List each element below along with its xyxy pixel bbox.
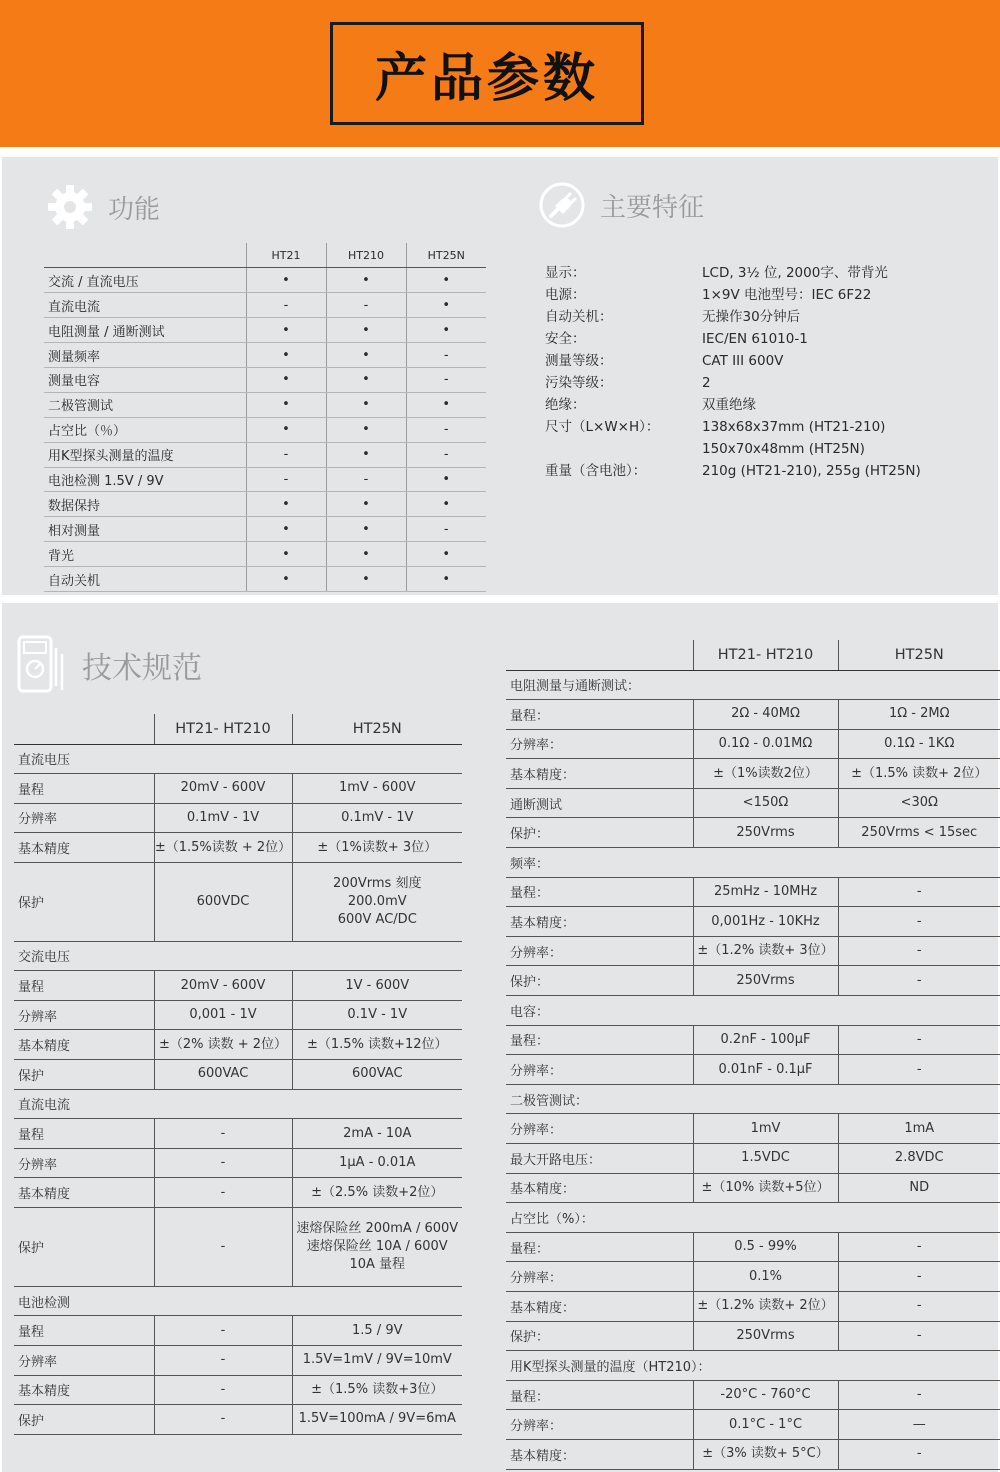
- spec-section-row: [506, 848, 1000, 878]
- support-mark: •: [406, 318, 486, 343]
- spec-label: 量程：: [506, 1232, 693, 1262]
- support-mark: •: [246, 392, 326, 417]
- spec-section-title: 用K型探头测量的温度（HT210）：: [506, 1351, 1000, 1381]
- spec-label: 量程: [14, 971, 154, 1001]
- spec-label: 保护: [14, 862, 154, 941]
- support-mark: -: [406, 343, 486, 368]
- support-mark: •: [326, 268, 406, 293]
- header-banner: [0, 0, 1000, 147]
- function-name: 数据保持: [44, 492, 246, 517]
- spec-label: 基本精度: [14, 1375, 154, 1405]
- spec-value-ht21-ht210: 0.1°C - 1°C: [693, 1410, 838, 1440]
- support-mark: -: [326, 293, 406, 318]
- spec-section-title: 交流电压: [14, 941, 462, 971]
- spec-row: [506, 788, 1000, 818]
- feature-key: 安全：: [545, 331, 586, 347]
- spec-row: [14, 1148, 462, 1178]
- function-name: 测量电容: [44, 367, 246, 392]
- feature-key: 重量（含电池）：: [545, 463, 647, 479]
- spec-label: 通断测试: [506, 788, 693, 818]
- spec-row: [506, 1380, 1000, 1410]
- spec-value-ht25n: ±（2.5% 读数+2位）: [292, 1178, 462, 1208]
- spec-value-ht25n: ND: [838, 1173, 1000, 1203]
- support-mark: -: [406, 367, 486, 392]
- support-mark: •: [246, 542, 326, 567]
- spec-value-ht21-ht210: ±（10% 读数+5位）: [693, 1173, 838, 1203]
- spec-section-title: 直流电压: [14, 744, 462, 774]
- feature-row: [545, 262, 965, 284]
- spec-row: [506, 877, 1000, 907]
- function-row: [44, 392, 486, 417]
- features-heading: [538, 181, 704, 229]
- spec-section-title: 占空比（%）：: [506, 1203, 1000, 1233]
- spec-label: 量程：: [506, 1025, 693, 1055]
- spec-row: [506, 1144, 1000, 1174]
- spec-label: 保护: [14, 1060, 154, 1090]
- spec-value-ht25n: -: [838, 1262, 1000, 1292]
- feature-row: [545, 394, 965, 416]
- spec-value-ht25n: -: [838, 1055, 1000, 1085]
- spec-label: 保护：: [506, 966, 693, 996]
- spec-row: [506, 907, 1000, 937]
- spec-section-row: [506, 670, 1000, 700]
- feature-value: 双重绝缘: [702, 397, 756, 413]
- spec-row: [14, 1030, 462, 1060]
- spec-value-ht25n: 1.5 / 9V: [292, 1316, 462, 1346]
- function-row: [44, 318, 486, 343]
- spec-label: 基本精度：: [506, 1173, 693, 1203]
- spec-value-ht25n: 600VAC: [292, 1060, 462, 1090]
- spec-value-ht21-ht210: -: [154, 1316, 292, 1346]
- spec-value-ht21-ht210: 0.5 - 99%: [693, 1232, 838, 1262]
- spec-value-ht21-ht210: -20°C - 760°C: [693, 1380, 838, 1410]
- function-row: [44, 567, 486, 592]
- feature-row: [545, 306, 965, 328]
- feature-row: [545, 372, 965, 394]
- spec-value-ht25n: 1V - 600V: [292, 971, 462, 1001]
- spec-row: [14, 1346, 462, 1376]
- spec-value-ht21-ht210: 25mHz - 10MHz: [693, 877, 838, 907]
- function-name: 相对测量: [44, 517, 246, 542]
- function-name: 二极管测试: [44, 392, 246, 417]
- spec-row: [506, 729, 1000, 759]
- spec-value-ht25n: —: [838, 1410, 1000, 1440]
- feature-row: [545, 416, 965, 460]
- function-row: [44, 293, 486, 318]
- spec-label: 量程: [14, 1119, 154, 1149]
- feature-key: 电源：: [545, 287, 586, 303]
- spec-value-ht21-ht210: -: [154, 1346, 292, 1376]
- function-row: [44, 417, 486, 442]
- spec-section-row: [14, 744, 462, 774]
- feature-value: 138x68x37mm (HT21-210) 150x70x48mm (HT25N): [702, 419, 886, 457]
- feature-row: [545, 328, 965, 350]
- spec-value-ht21-ht210: 0,001Hz - 10KHz: [693, 907, 838, 937]
- feature-value: 2: [702, 375, 711, 391]
- spec-value-ht21-ht210: 250Vrms: [693, 1321, 838, 1351]
- spec-row: [506, 1025, 1000, 1055]
- spec-row: [506, 759, 1000, 789]
- support-mark: •: [406, 268, 486, 293]
- feature-row: [545, 350, 965, 372]
- feature-value: 210g (HT21-210), 255g (HT25N): [702, 463, 921, 479]
- spec-label: 分辨率: [14, 803, 154, 833]
- spec-value-ht21-ht210: ±（1.2% 读数+ 3位）: [693, 936, 838, 966]
- spec-value-ht21-ht210: 0.1%: [693, 1262, 838, 1292]
- spec-value-ht21-ht210: 2Ω - 40MΩ: [693, 700, 838, 730]
- spec-label: 分辨率: [14, 1148, 154, 1178]
- col-header-ht21-ht210: HT21- HT210: [693, 640, 838, 670]
- spec-label: 保护：: [506, 818, 693, 848]
- spec-value-ht25n: 1.5V=100mA / 9V=6mA: [292, 1405, 462, 1435]
- feature-key: 尺寸（L×W×H）：: [545, 419, 660, 435]
- spec-value-ht21-ht210: 0,001 - 1V: [154, 1000, 292, 1030]
- spec-value-ht21-ht210: 20mV - 600V: [154, 774, 292, 804]
- support-mark: •: [326, 392, 406, 417]
- spec-row: [14, 1375, 462, 1405]
- spec-value-ht25n: -: [838, 1232, 1000, 1262]
- feature-key: 显示：: [545, 265, 586, 281]
- spec-section-title: 电池检测: [14, 1286, 462, 1316]
- spec-value-ht25n: 1mA: [838, 1114, 1000, 1144]
- spec-label: 基本精度：: [506, 1291, 693, 1321]
- spec-value-ht25n: 1mV - 600V: [292, 774, 462, 804]
- function-row: [44, 467, 486, 492]
- function-row: [44, 367, 486, 392]
- support-mark: •: [246, 367, 326, 392]
- page-title: 产品参数: [374, 49, 599, 109]
- spec-value-ht25n: 0.1Ω - 1KΩ: [838, 729, 1000, 759]
- spec-value-ht21-ht210: -: [154, 1119, 292, 1149]
- spec-value-ht25n: 1.5V=1mV / 9V=10mV: [292, 1346, 462, 1376]
- spec-value-ht21-ht210: 0.1Ω - 0.01MΩ: [693, 729, 838, 759]
- features-heading-label: 主要特征: [600, 192, 705, 223]
- feature-value: CAT III 600V: [702, 353, 784, 369]
- spec-value-ht25n: ±（1.5% 读数+12位）: [292, 1030, 462, 1060]
- support-mark: •: [246, 517, 326, 542]
- feature-value: IEC/EN 61010-1: [702, 331, 808, 347]
- spec-value-ht21-ht210: ±（1.2% 读数+ 2位）: [693, 1291, 838, 1321]
- spec-section-row: [506, 1203, 1000, 1233]
- spec-value-ht25n: -: [838, 1380, 1000, 1410]
- support-mark: •: [246, 492, 326, 517]
- spec-label: 分辨率: [14, 1346, 154, 1376]
- spec-row: [14, 833, 462, 863]
- support-mark: -: [406, 442, 486, 467]
- support-mark: •: [326, 442, 406, 467]
- spec-value-ht21-ht210: 1.5VDC: [693, 1144, 838, 1174]
- function-name: 占空比（％）: [44, 417, 246, 442]
- spec-value-ht25n: 速熔保险丝 200mA / 600V 速熔保险丝 10A / 600V 10A 量程: [292, 1208, 462, 1287]
- features-list: [545, 262, 965, 482]
- function-name: 电阻测量 / 通断测试: [44, 318, 246, 343]
- spec-value-ht25n: 1μA - 0.01A: [292, 1148, 462, 1178]
- spec-value-ht25n: 250Vrms < 15sec: [838, 818, 1000, 848]
- plug-icon: [538, 181, 586, 229]
- function-row: [44, 542, 486, 567]
- spec-value-ht25n: 2mA - 10A: [292, 1119, 462, 1149]
- support-mark: •: [406, 542, 486, 567]
- model-header: HT25N: [406, 243, 486, 268]
- function-row: [44, 442, 486, 467]
- spec-label: 分辨率：: [506, 1262, 693, 1292]
- spec-row: [14, 1208, 462, 1287]
- specs-heading-label: 技术规范: [82, 651, 202, 686]
- feature-key: 污染等级：: [545, 375, 613, 391]
- spec-section-row: [506, 1351, 1000, 1381]
- spec-value-ht21-ht210: -: [154, 1405, 292, 1435]
- spec-section-row: [506, 1084, 1000, 1114]
- spec-value-ht21-ht210: 1mV: [693, 1114, 838, 1144]
- spec-label: 基本精度: [14, 1178, 154, 1208]
- spec-value-ht21-ht210: -: [154, 1208, 292, 1287]
- spec-row: [506, 1291, 1000, 1321]
- model-header: HT210: [326, 243, 406, 268]
- spec-label: 基本精度：: [506, 759, 693, 789]
- feature-row: [545, 460, 965, 482]
- spec-value-ht21-ht210: 250Vrms: [693, 818, 838, 848]
- spec-row: [14, 1119, 462, 1149]
- spec-label: 分辨率：: [506, 729, 693, 759]
- feature-key: 测量等级：: [545, 353, 613, 369]
- spec-value-ht21-ht210: -: [154, 1148, 292, 1178]
- feature-value: LCD, 3½ 位, 2000字、带背光: [702, 265, 888, 281]
- spec-value-ht21-ht210: 20mV - 600V: [154, 971, 292, 1001]
- spec-label: 分辨率：: [506, 1055, 693, 1085]
- spec-row: [506, 966, 1000, 996]
- specs-table-left: [14, 714, 462, 1435]
- functions-header-row: [44, 243, 486, 268]
- function-name: 自动关机: [44, 567, 246, 592]
- spec-row: [14, 971, 462, 1001]
- function-row: [44, 343, 486, 368]
- spec-row: [14, 862, 462, 941]
- spec-section-row: [14, 1286, 462, 1316]
- spec-section-title: 频率：: [506, 848, 1000, 878]
- feature-key: 绝缘：: [545, 397, 586, 413]
- function-name: 电池检测 1.5V / 9V: [44, 467, 246, 492]
- function-name: 用K型探头测量的温度: [44, 442, 246, 467]
- specs-header-row: [14, 714, 462, 744]
- feature-value: 1×9V 电池型号：IEC 6F22: [702, 287, 872, 303]
- spec-label: 基本精度：: [506, 1439, 693, 1469]
- support-mark: •: [246, 343, 326, 368]
- support-mark: •: [326, 517, 406, 542]
- support-mark: •: [246, 318, 326, 343]
- spec-value-ht21-ht210: ±（2% 读数 + 2位）: [154, 1030, 292, 1060]
- support-mark: •: [326, 417, 406, 442]
- support-mark: •: [406, 392, 486, 417]
- spec-value-ht25n: 1Ω - 2MΩ: [838, 700, 1000, 730]
- support-mark: -: [406, 417, 486, 442]
- specs-table-right: [506, 640, 1000, 1470]
- specs-heading: [16, 634, 202, 696]
- spec-value-ht21-ht210: ±（3% 读数+ 5°C）: [693, 1439, 838, 1469]
- spec-value-ht21-ht210: -: [154, 1178, 292, 1208]
- function-row: [44, 492, 486, 517]
- title-box: [330, 22, 644, 125]
- spec-value-ht21-ht210: 0.2nF - 100μF: [693, 1025, 838, 1055]
- functions-heading-label: 功能: [108, 194, 161, 225]
- spec-label: 分辨率：: [506, 1114, 693, 1144]
- spec-value-ht25n: 0.1V - 1V: [292, 1000, 462, 1030]
- model-header: HT21: [246, 243, 326, 268]
- spec-row: [506, 700, 1000, 730]
- spec-row: [14, 803, 462, 833]
- spec-label: 分辨率：: [506, 1410, 693, 1440]
- spec-section-row: [506, 996, 1000, 1026]
- spec-row: [506, 1114, 1000, 1144]
- spec-label: 分辨率: [14, 1000, 154, 1030]
- spec-value-ht25n: 200Vrms 刻度 200.0mV 600V AC/DC: [292, 862, 462, 941]
- spec-row: [506, 1262, 1000, 1292]
- spec-value-ht25n: -: [838, 966, 1000, 996]
- spec-section-title: 二极管测试：: [506, 1084, 1000, 1114]
- function-name: 交流 / 直流电压: [44, 268, 246, 293]
- gear-icon: [46, 183, 94, 231]
- support-mark: •: [326, 542, 406, 567]
- spec-label: 量程: [14, 1316, 154, 1346]
- spec-value-ht21-ht210: 250Vrms: [693, 966, 838, 996]
- spec-label: 基本精度: [14, 833, 154, 863]
- spec-value-ht25n: -: [838, 877, 1000, 907]
- support-mark: •: [246, 268, 326, 293]
- spec-row: [506, 936, 1000, 966]
- support-mark: •: [406, 567, 486, 592]
- function-name: 测量频率: [44, 343, 246, 368]
- spec-row: [506, 1439, 1000, 1469]
- support-mark: •: [406, 492, 486, 517]
- spec-value-ht21-ht210: 0.1mV - 1V: [154, 803, 292, 833]
- col-header-ht25n: HT25N: [838, 640, 1000, 670]
- spec-value-ht25n: ±（1.5% 读数+ 2位）: [838, 759, 1000, 789]
- support-mark: •: [246, 567, 326, 592]
- support-mark: •: [246, 417, 326, 442]
- spec-row: [506, 1410, 1000, 1440]
- spec-value-ht21-ht210: 0.01nF - 0.1μF: [693, 1055, 838, 1085]
- function-name: 背光: [44, 542, 246, 567]
- spec-row: [506, 1321, 1000, 1351]
- spec-row: [14, 1405, 462, 1435]
- spec-label: 保护: [14, 1405, 154, 1435]
- spec-row: [506, 1055, 1000, 1085]
- spec-label: 基本精度：: [506, 907, 693, 937]
- support-mark: •: [406, 467, 486, 492]
- spec-value-ht21-ht210: <150Ω: [693, 788, 838, 818]
- spec-section-row: [14, 1089, 462, 1119]
- spec-label: 量程：: [506, 1380, 693, 1410]
- function-row: [44, 517, 486, 542]
- multimeter-icon: [16, 634, 66, 696]
- spec-row: [14, 774, 462, 804]
- spec-section-title: 电阻测量与通断测试：: [506, 670, 1000, 700]
- support-mark: •: [326, 343, 406, 368]
- support-mark: •: [326, 492, 406, 517]
- spec-label: 最大开路电压：: [506, 1144, 693, 1174]
- support-mark: •: [406, 293, 486, 318]
- spec-value-ht21-ht210: 600VDC: [154, 862, 292, 941]
- spec-value-ht25n: <30Ω: [838, 788, 1000, 818]
- spec-row: [14, 1316, 462, 1346]
- support-mark: •: [326, 567, 406, 592]
- spec-row: [506, 1173, 1000, 1203]
- spec-value-ht21-ht210: ±（1.5%读数 + 2位）: [154, 833, 292, 863]
- spec-value-ht21-ht210: -: [154, 1375, 292, 1405]
- support-mark: -: [246, 442, 326, 467]
- spec-value-ht25n: -: [838, 936, 1000, 966]
- spec-value-ht25n: ±（1%读数+ 3位）: [292, 833, 462, 863]
- spec-label: 保护: [14, 1208, 154, 1287]
- spec-value-ht21-ht210: 600VAC: [154, 1060, 292, 1090]
- functions-table: [44, 243, 486, 592]
- support-mark: •: [326, 367, 406, 392]
- spec-value-ht25n: -: [838, 1439, 1000, 1469]
- support-mark: •: [326, 318, 406, 343]
- spec-label: 量程: [14, 774, 154, 804]
- spec-row: [14, 1000, 462, 1030]
- support-mark: -: [326, 467, 406, 492]
- spec-row: [14, 1060, 462, 1090]
- spec-value-ht25n: -: [838, 1321, 1000, 1351]
- spec-label: 保护：: [506, 1321, 693, 1351]
- spec-label: 量程：: [506, 700, 693, 730]
- col-header-ht25n: HT25N: [292, 714, 462, 744]
- spec-section-row: [14, 941, 462, 971]
- support-mark: -: [246, 293, 326, 318]
- spec-label: 分辨率：: [506, 936, 693, 966]
- feature-value: 无操作30分钟后: [702, 309, 801, 325]
- spec-value-ht25n: -: [838, 1025, 1000, 1055]
- spec-row: [506, 1232, 1000, 1262]
- function-name: 直流电流: [44, 293, 246, 318]
- spec-row: [506, 818, 1000, 848]
- spec-value-ht25n: -: [838, 907, 1000, 937]
- spec-value-ht21-ht210: ±（1%读数2位）: [693, 759, 838, 789]
- feature-key: 自动关机：: [545, 309, 613, 325]
- feature-row: [545, 284, 965, 306]
- function-row: [44, 268, 486, 293]
- functions-heading: [46, 183, 160, 231]
- spec-section-title: 电容：: [506, 996, 1000, 1026]
- spec-row: [14, 1178, 462, 1208]
- spec-value-ht25n: 2.8VDC: [838, 1144, 1000, 1174]
- spec-section-title: 直流电流: [14, 1089, 462, 1119]
- spec-label: 基本精度: [14, 1030, 154, 1060]
- col-header-ht21-ht210: HT21- HT210: [154, 714, 292, 744]
- spec-value-ht25n: 0.1mV - 1V: [292, 803, 462, 833]
- spec-value-ht25n: -: [838, 1291, 1000, 1321]
- support-mark: -: [406, 517, 486, 542]
- spec-label: 量程：: [506, 877, 693, 907]
- specs-header-row: [506, 640, 1000, 670]
- support-mark: -: [246, 467, 326, 492]
- spec-value-ht25n: ±（1.5% 读数+3位）: [292, 1375, 462, 1405]
